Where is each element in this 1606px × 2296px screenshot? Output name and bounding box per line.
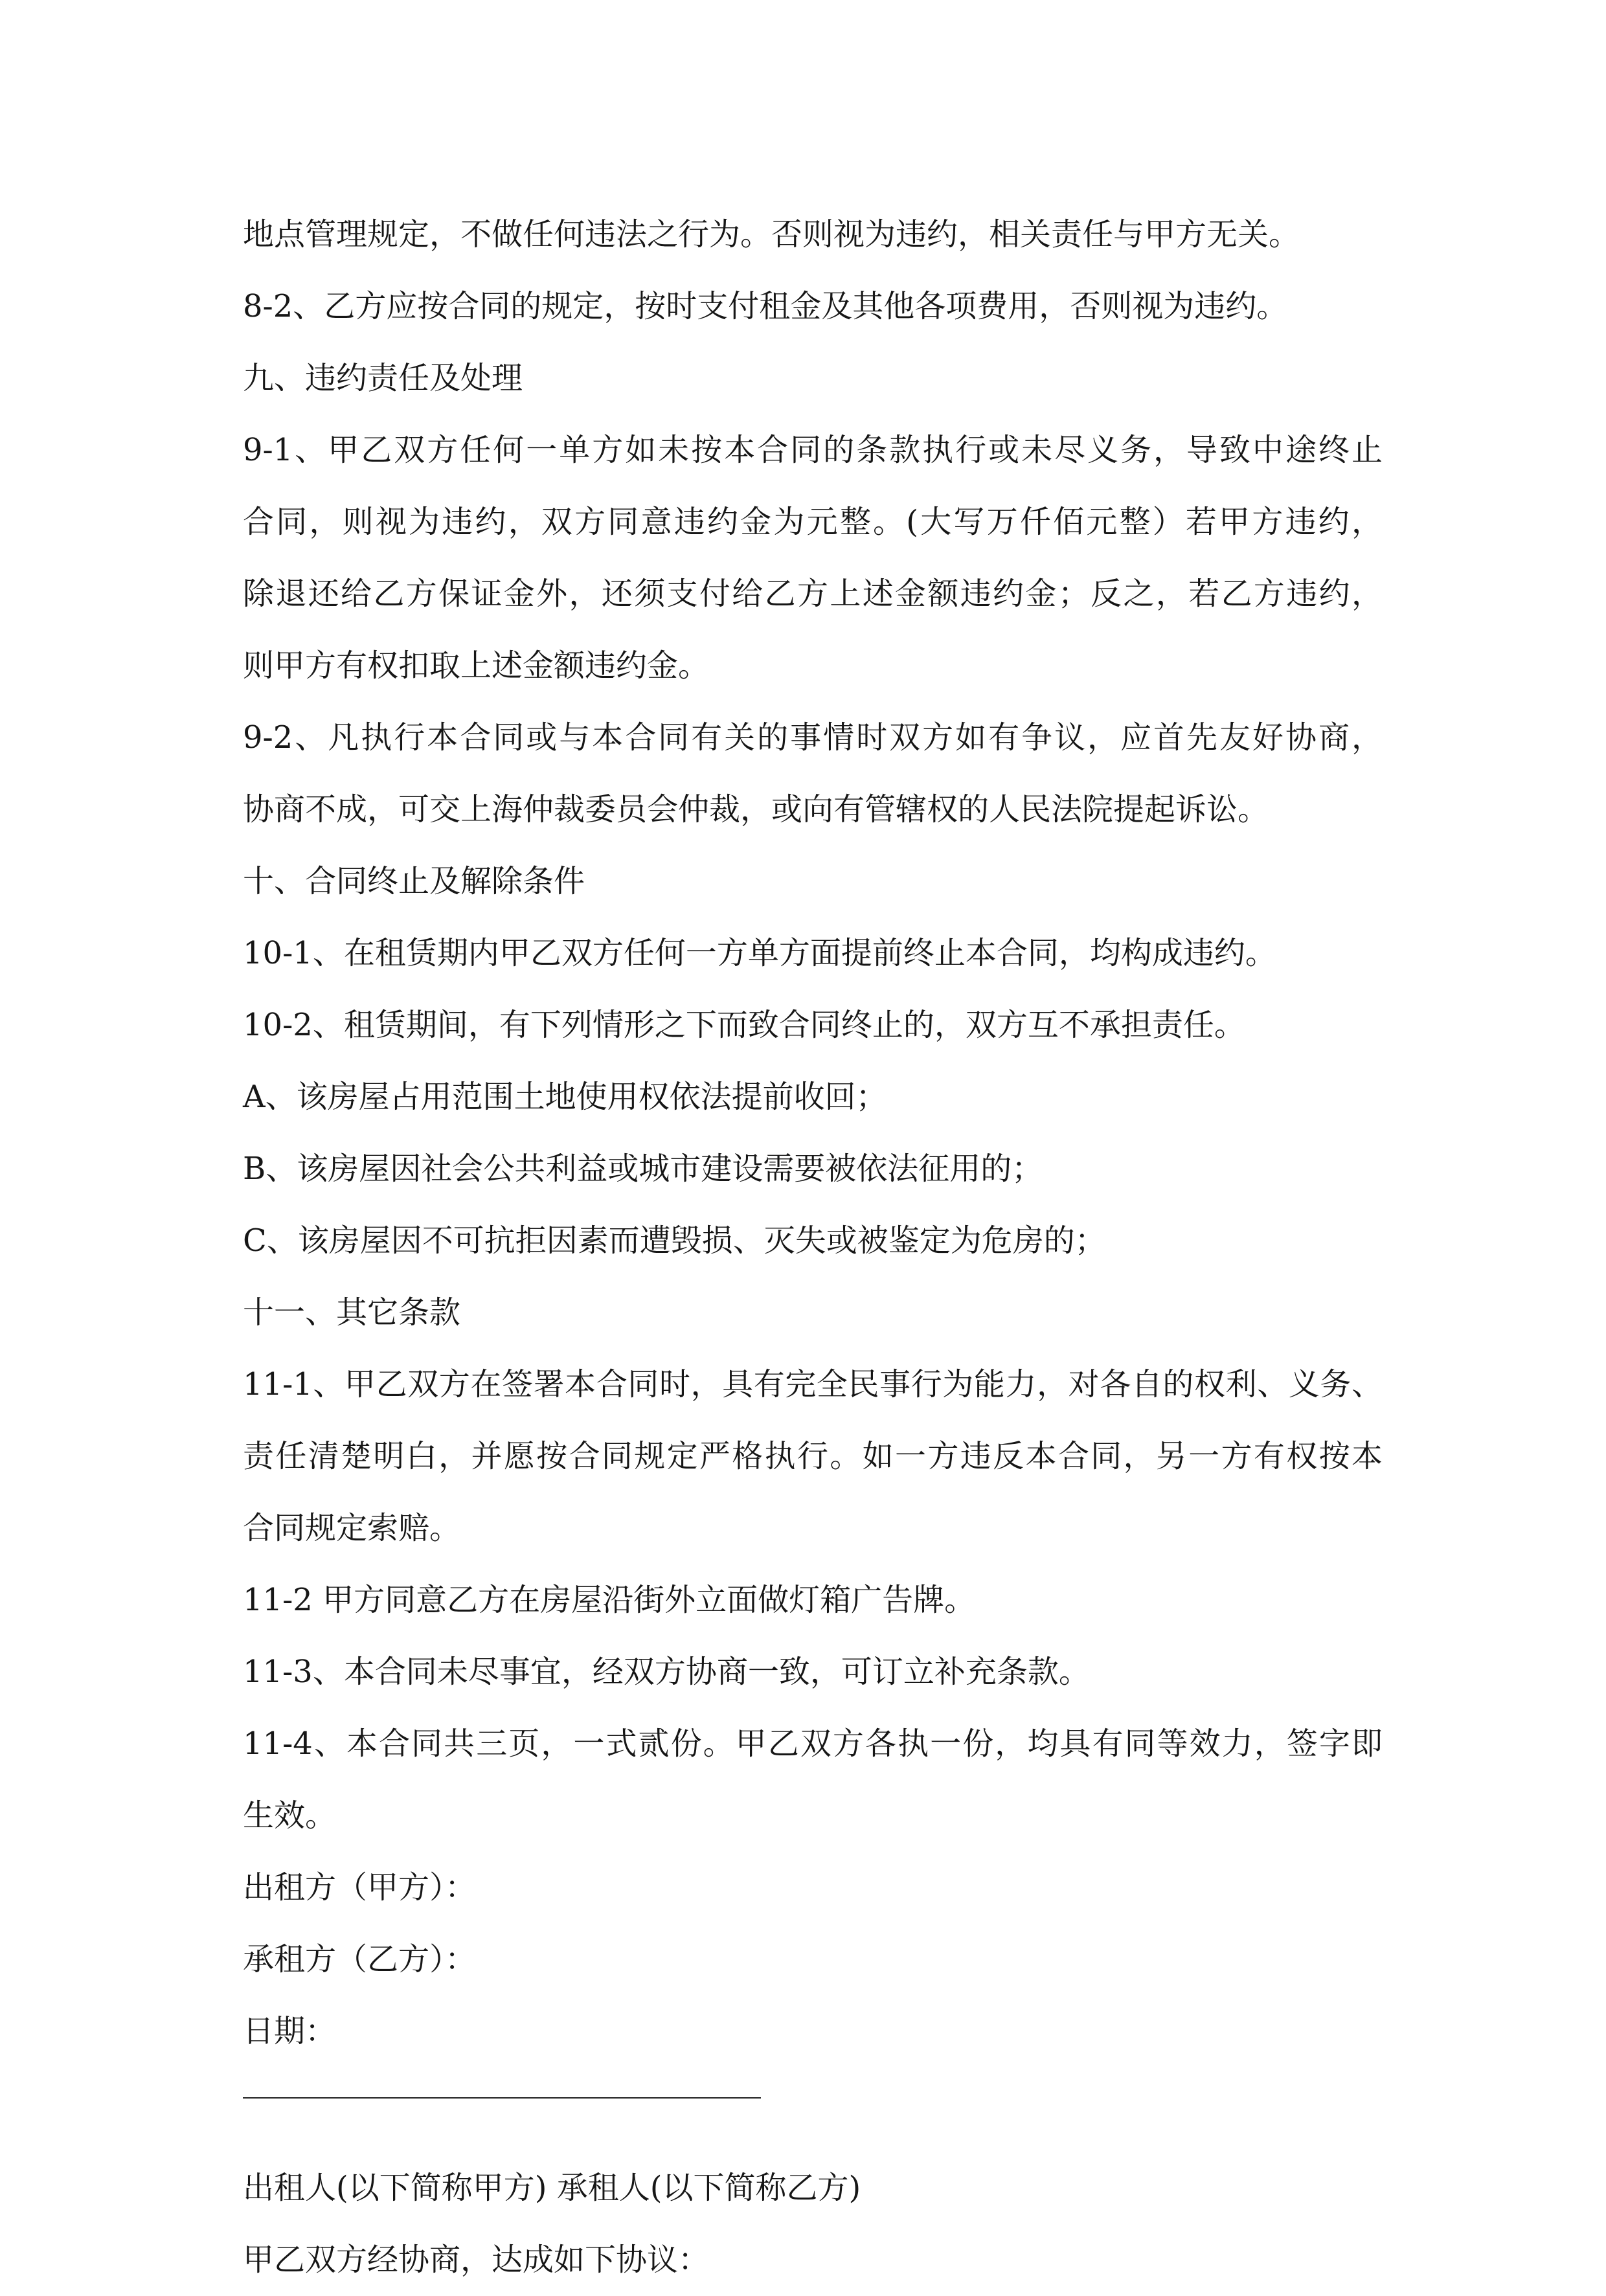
text-line-23: 生效。 xyxy=(243,1797,337,1834)
text-line-9: 协商不成，可交上海仲裁委员会仲裁，或向有管辖权的人民法院提起诉讼。 xyxy=(243,791,1269,827)
text-line-25: 承租方（乙方）： xyxy=(243,1941,477,1977)
text-line-22: 11-4、本合同共三页，一式贰份。甲乙双方各执一份，均具有同等效力，签字即 xyxy=(243,1726,1383,1762)
text-line-2: 8-2、乙方应按合同的规定，按时支付租金及其他各项费用，否则视为违约。 xyxy=(243,288,1288,324)
text-line-19: 合同规定索赔。 xyxy=(243,1510,461,1546)
text-line-18: 责任清楚明白，并愿按合同规定严格执行。如一方违反本合同，另一方有权按本 xyxy=(243,1438,1383,1474)
text-line-14: B、该房屋因社会公共利益或城市建设需要被依法征用的； xyxy=(243,1151,1043,1187)
text-line-24: 出租方（甲方）： xyxy=(243,1869,477,1906)
text-line-17: 11-1、甲乙双方在签署本合同时，具有完全民事行为能力，对各自的权利、义务、 xyxy=(243,1366,1383,1402)
separator-rule xyxy=(243,2097,761,2099)
text-line-7: 则甲方有权扣取上述金额违约金。 xyxy=(243,647,710,684)
text-line-26: 日期： xyxy=(243,2013,337,2049)
text-line-6: 除退还给乙方保证金外，还须支付给乙方上述金额违约金；反之，若乙方违约， xyxy=(243,576,1383,612)
next-contract-intro xyxy=(243,2152,1383,2296)
text-line-11: 10-1、在租赁期内甲乙双方任何一方单方面提前终止本合同，均构成违约。 xyxy=(243,935,1276,971)
text-line-20: 11-2 甲方同意乙方在房屋沿街外立面做灯箱广告牌。 xyxy=(243,1582,976,1618)
text-line-1: 地点管理规定，不做任何违法之行为。否则视为违约，相关责任与甲方无关。 xyxy=(243,216,1300,253)
contract-text-block xyxy=(243,199,1383,2067)
text-line-10: 十、合同终止及解除条件 xyxy=(243,863,585,899)
text-line-8: 9-2、凡执行本合同或与本合同有关的事情时双方如有争议，应首先友好协商， xyxy=(243,719,1383,756)
intro-line-2: 甲乙双方经协商，达成如下协议： xyxy=(243,2242,710,2278)
text-line-16: 十一、其它条款 xyxy=(243,1294,461,1331)
document-body xyxy=(243,199,1383,2296)
text-line-15: C、该房屋因不可抗拒因素而遭毁损、灭失或被鉴定为危房的； xyxy=(243,1222,1106,1259)
text-line-3: 九、违约责任及处理 xyxy=(243,360,523,396)
intro-line-1: 出租人(以下简称甲方) 承租人(以下简称乙方) xyxy=(243,2170,861,2206)
text-line-21: 11-3、本合同未尽事宜，经双方协商一致，可订立补充条款。 xyxy=(243,1654,1090,1690)
text-line-13: A、该房屋占用范围土地使用权依法提前收回； xyxy=(243,1079,887,1115)
text-line-4: 9-1、甲乙双方任何一单方如未按本合同的条款执行或未尽义务，导致中途终止 xyxy=(243,432,1383,468)
text-line-12: 10-2、租赁期间，有下列情形之下而致合同终止的，双方互不承担责任。 xyxy=(243,1007,1245,1043)
text-line-5: 合同，则视为违约，双方同意违约金为元整。(大写万仟佰元整）若甲方违约， xyxy=(243,504,1383,540)
